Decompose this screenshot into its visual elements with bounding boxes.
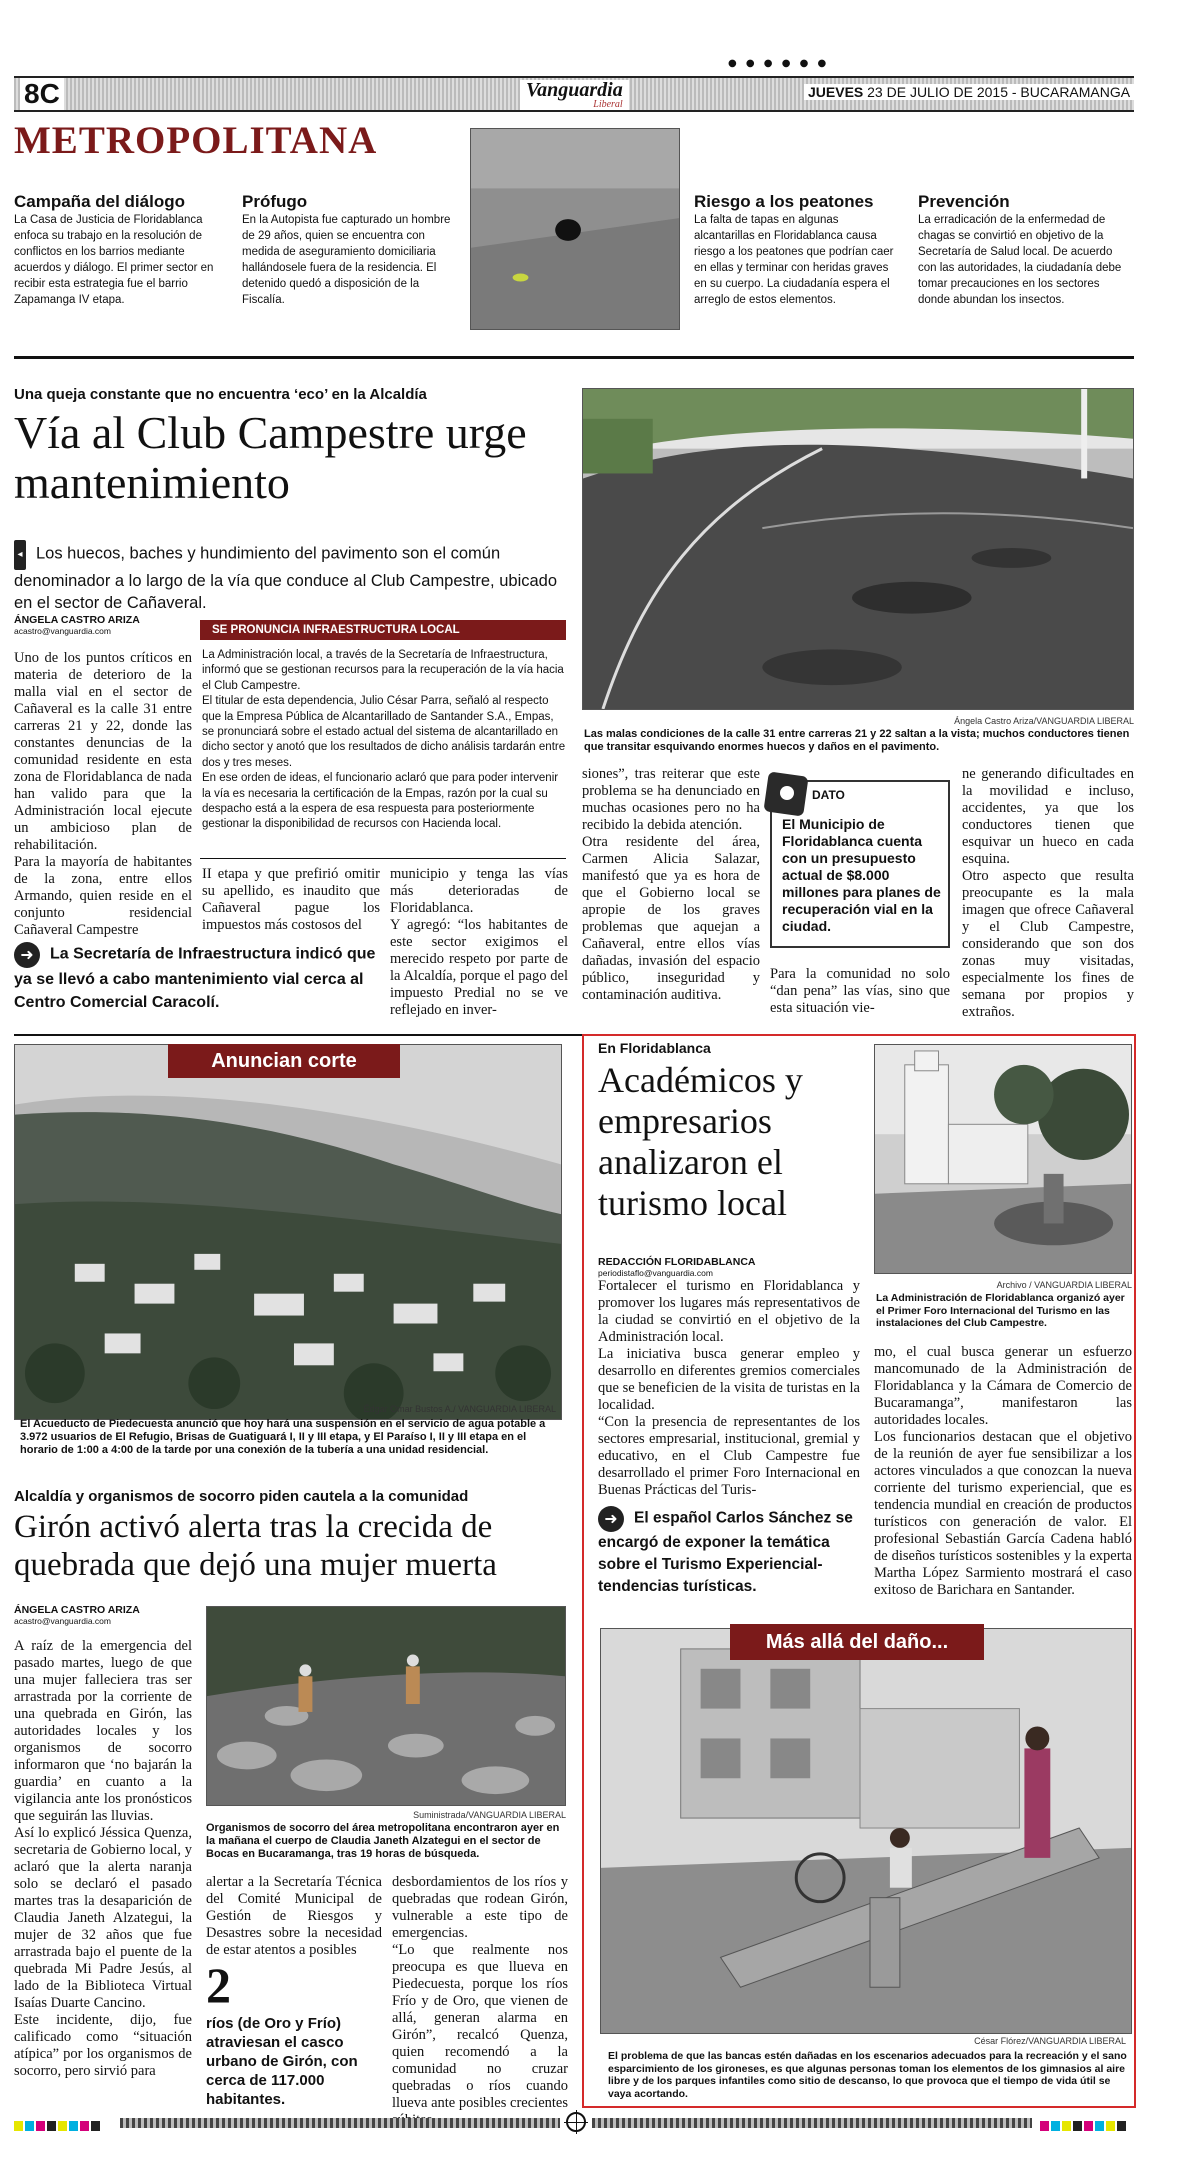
brief-riesgo: [694, 192, 894, 308]
brief-prevencion: [918, 192, 1133, 308]
article1-photo-credit: Ángela Castro Ariza/VANGUARDIA LIBERAL: [954, 716, 1134, 726]
article3-photo-plaza: [874, 1044, 1132, 1274]
article3-photo-caption: La Administración de Floridablanca organizó ayer el Primer Foro Internacional del Turismo en las instalaciones del Club Campestre.: [876, 1292, 1125, 1329]
article1-box-label: SE PRONUNCIA INFRAESTRUCTURA LOCAL: [200, 620, 566, 640]
article2-col2: alertar a la Secretaría Técnica del Comité Municipal de Gestión de Riesgos y Desastres sobre la necesidad de estar atentos a posibles: [206, 1874, 382, 1958]
article2-photo-caption: Organismos de socorro del área metropolitana encontraron ayer en la mañana el cuerpo de Claudia Janeth Alzategui en el sector de Bocas en Bucaramanga, tras 19 horas de búsqueda.: [206, 1822, 560, 1860]
article1-box-text: La Administración local, a través de la Secretaría de Infraestructura, informó que se gestionan recursos para la recuperación de la vía hacia el Club Campestre. El titular de esta dependencia, Julio César Parra, señaló al respecto que la Empresa Pública de Alcantarillado de Santander S.A., Empas, se pronunciará sobre el estado actual del sistema de alcantarillado en dicho sector y anotó que los resultados de dicho análisis tardarán entre dos y tres meses. En ese orden de ideas, el funcionario aclaró que para poder intervenir la vía es necesaria la certificación de la Empas, razón por la cual su despacho está a la espera de esa respuesta para posteriormente gestionar la disponibilidad de recursos con Hacienda local.: [202, 649, 566, 831]
byline-email: periodistaflo@vanguardia.com: [598, 1268, 713, 1278]
brief-text: La falta de tapas en algunas alcantarillas en Floridablanca causa riesgo a los peatones que podrían caer en ellas y terminar con heridas graves en su cuerpo. La ciudadanía espera el arreglo de estos elementos.: [694, 214, 894, 306]
article1-col5: Para la comunidad no solo “dan pena” las vías, sino que esta situación vie-: [770, 966, 950, 1016]
brief-title: Prevención: [918, 192, 1010, 211]
header-weekday: JUEVES: [808, 84, 864, 100]
article2-photo-rescue: [206, 1606, 566, 1806]
brief-text: En la Autopista fue capturado un hombre de 29 años, quien se encuentra con medida de aseguramiento domiciliaria hallándosele fuera de la residencia. El detenido quedó a disposición de la Fiscalía.: [242, 214, 451, 306]
brief-title: Prófugo: [242, 192, 308, 211]
article3-col2: mo, el cual busca generar un esfuerzo mancomunado de la Administración de Floridablanca y la Cámara de Comercio de Bucaramanga”, manifestaron las autoridades locales. Los funcionarios destacan que el objetivo de la reunión de ayer fue sensibilizar a los actores vinculados a que conozcan la nueva corriente del turismo experiencial, que es tendencia mundial en creación de productos turísticos con generación de valor. El profesional Sebastián García Cadena habló de diseños turísticos sostenibles y la experta Martha López Sarmiento mostrará el caso exitoso de Barichara en Santander.: [874, 1344, 1132, 1598]
anuncian-banner: Anuncian corte: [168, 1044, 400, 1078]
article2-big-number: 2: [206, 1957, 231, 2013]
dato-puzzle-knob: [780, 786, 794, 800]
mas-alla-photo-bench: [600, 1628, 1132, 2034]
article1-col6: ne generando dificultades en la movilidad e incluso, accidentes, ya que los conductores tienen que esquivar un hueco en cada esquina. Otro aspecto que resulta preocupante es la mala imagen que ofrece Cañaveral y el Club Campestre, considerando que son dos zonas muy visitadas, especialmente los fines de semana por propios y extraños.: [962, 766, 1134, 1020]
bullet-arrow-icon: ◂: [14, 540, 26, 570]
article3-photo-credit: Archivo / VANGUARDIA LIBERAL: [996, 1280, 1132, 1290]
print-color-strip-left: [14, 2118, 102, 2136]
byline-name: ÁNGELA CASTRO ARIZA: [14, 614, 140, 626]
anuncian-credit: Édgar Omar Bustos A./ VANGUARDIA LIBERAL: [363, 1404, 556, 1414]
article1-kicker: Una queja constante que no encuentra ‘eco’ en la Alcaldía: [14, 386, 427, 403]
header-date-text: 23 DE JULIO DE 2015 - BUCARAMANGA: [867, 84, 1131, 100]
mas-alla-banner: Más allá del daño...: [730, 1624, 984, 1660]
brief-text: La Casa de Justicia de Floridablanca enfoca su trabajo en la resolución de conflictos en los barrios mediante acuerdos y diálogo. El primer sector en recibir esta estrategia fue el barrio Zapamanga IV etapa.: [14, 214, 214, 306]
dato-box: [770, 780, 950, 948]
byline-name: ÁNGELA CASTRO ARIZA: [14, 1604, 140, 1616]
box-divider: [200, 858, 566, 859]
dato-text: El Municipio de Floridablanca cuenta con un presupuesto actual de $8.000 millones para planes de recuperación vial en la ciudad.: [782, 816, 941, 934]
article2-kicker: Alcaldía y organismos de socorro piden cautela a la comunidad: [14, 1488, 469, 1505]
print-gray-strip-right: [592, 2118, 1032, 2128]
brief-title: Campaña del diálogo: [14, 192, 185, 211]
article3-col1: Fortalecer el turismo en Floridablanca y promover los lugares más representativos de la ciudad se convirtió en el objetivo de la Administración local. La iniciativa busca generar empleo y desarrollo en diferentes gremios comerciales que se beneficien de la visita de turistas en la localidad. “Con la presencia de representantes de los sectores empresarial, institucional, gremial y educativo, en el Club Campestre fue desarrollado el primer Foro Internacional en Buenas Prácticas del Turis-: [598, 1278, 860, 1498]
article3-title: Académicos y empresarios analizaron el turismo local: [598, 1060, 803, 1223]
print-gray-strip-left: [120, 2118, 560, 2128]
section-divider: [14, 356, 1134, 359]
arrow-right-icon: ➜: [598, 1506, 624, 1532]
registration-crosshair-icon: [566, 2112, 586, 2132]
brief-photo-manhole: [470, 128, 680, 330]
brief-profugo: [242, 192, 457, 308]
masthead-sub: Liberal: [593, 99, 623, 110]
section-title: METROPOLITANA: [14, 119, 378, 162]
anuncian-photo-town: [14, 1044, 562, 1420]
byline-email: acastro@vanguardia.com: [14, 626, 111, 636]
pullquote-text: La Secretaría de Infraestructura indicó que ya se llevó a cabo mantenimiento vial cerca al Centro Comercial Caracolí.: [14, 945, 376, 1011]
article1-lead: [14, 540, 574, 614]
article3-byline: [598, 1256, 756, 1278]
article1-byline: [14, 614, 140, 636]
page-number: 8C: [20, 78, 64, 110]
article1-photo-caption: Las malas condiciones de la calle 31 entre carreras 21 y 22 saltan a la vista; muchos conductores tienen que transitar esquivando enormes huecos y daños en el pavimento.: [584, 728, 1130, 753]
anuncian-caption: El Acueducto de Piedecuesta anunció que hoy hará una suspensión en el servicio de agua potable a 3.972 usuarios de El Refugio, Brisas de Guatiguará I, II y III etapa, y El Paraíso I, II y III etapa en el horario de 1:00 a 4:00 de la tarde por una conexión de la tubería a una unidad residencial.: [20, 1418, 546, 1456]
dato-label: DATO: [812, 788, 845, 802]
print-color-strip-right: [1040, 2118, 1128, 2136]
byline-email: acastro@vanguardia.com: [14, 1616, 111, 1626]
article1-col2: II etapa y que prefirió omitir su apellido, es inaudito que Cañaveral pague los impuestos más costosos del: [202, 866, 380, 933]
article1-col3: municipio y tenga las vías más deterioradas de Floridablanca. Y agregó: “los habitantes de este sector exigimos el merecido respeto por parte de la Alcaldía, porque el pago del impuesto Predial no se ve reflejado en inver-: [390, 866, 568, 1018]
article2-byline: [14, 1604, 140, 1626]
article1-photo-road: [582, 388, 1134, 710]
article2-title: Girón activó alerta tras la crecida de quebrada que dejó una mujer muerta: [14, 1509, 497, 1583]
arrow-right-icon: ➜: [14, 942, 40, 968]
masthead-name: Vanguardia: [526, 79, 623, 101]
article1-col1: Uno de los puntos críticos en materia de deterioro de la malla vial en el sector de Cañaveral es la calle 31 entre carreras 21 y 22, donde las constantes denuncias de la comunidad residente en esta zona de Floridablanca de nada han valido para que la Administración local ejecute un ambicioso plan de rehabilitación. Para la mayoría de habitantes de la zona, entre ellos Armando, quien reside en el conjunto residencial Cañaveral Campestre: [14, 650, 192, 938]
article3-pullquote: [598, 1506, 860, 1598]
article2-col3: desbordamientos de los ríos y quebradas que rodean Girón, vulnerable a este tipo de emergencias. “Lo que realmente nos preocupa es que llueva en Piedecuesta, porque los ríos Frío y de Oro, que vienen de allá, generan alarma en Girón”, recalcó Quenza, quien recomendó a la comunidad no cruzar quebradas o ríos cuando llueva ante posibles crecientes: [392, 1874, 568, 2111]
article2-photo-credit: Suministrada/VANGUARDIA LIBERAL: [413, 1810, 566, 1820]
byline-name: REDACCIÓN FLORIDABLANCA: [598, 1256, 756, 1268]
article2-big-number-text: ríos (de Oro y Frío) atraviesan el casco urbano de Girón, con cerca de 117.000 habitantes.: [206, 2015, 358, 2108]
brief-text: La erradicación de la enfermedad de chagas se convirtió en objetivo de la Secretaría de Salud local. De acuerdo con las autoridades, la ciudadanía debe tomar precauciones en los sectores donde abundan los insectos.: [918, 214, 1122, 306]
article1-lead-text: Los huecos, baches y hundimiento del pavimento son el común denominador a lo largo de la vía que conduce al Club Campestre, ubicado en el sector de Cañaveral.: [14, 544, 558, 612]
article2-col1: A raíz de la emergencia del pasado martes, luego de que una mujer falleciera tras ser arrastrada por la corriente de una quebrada en Girón, las autoridades locales y los organismos de socorro informaron que ‘no bajarán la guardia’ en cuanto a la vigilancia ante los pronósticos que seguirán las lluvias. Así lo explicó Jéssica Quenza, secretaria de Gobierno local, y aclaró que la alerta naranja solo se declaró el pasado martes tras la desaparición de Claudia Janeth Alzategui, la mujer de 32 años que fue arrastrada bajo el puente de la quebrada Mi Padre Jesús, al lado de la Biblioteca Virtual Isaías Duarte Cancino. Este incidente, dijo, fue calificado como “situación atípica” por los organismos de socorro, pero sirvió para: [14, 1638, 192, 2079]
header-date: [804, 84, 1134, 100]
registration-dots: ● ● ● ● ● ●: [728, 58, 830, 69]
article1-col4: siones”, tras reiterar que este problema se ha denunciado en muchas ocasiones pero no ha recibido la debida atención. Otra residente del área, Carmen Alicia Salazar, manifestó que ya es hora de que el Gobierno local se apropie de los graves problemas que aquejan a Cañaveral, entre ellos vías dañadas, invasión del espacio público, inseguridad y contaminación auditiva.: [582, 766, 760, 1003]
pullquote-text: El español Carlos Sánchez se encargó de exponer la temática sobre el Turismo Experiencial-tendencias turísticas.: [598, 1509, 853, 1595]
mas-alla-credit: César Flórez/VANGUARDIA LIBERAL: [974, 2036, 1126, 2046]
article1-title: Vía al Club Campestre urge mantenimiento: [14, 407, 527, 508]
mas-alla-caption: El problema de que las bancas estén dañadas en los escenarios adecuados para la recreación y el sano esparcimiento de los gironeses, es que algunas personas toman los elementos de los gimnasios al aire libre y de los parques infantiles como sitio de descanso, lo que provoca que el tiempo de vida útil se vaya acortando.: [608, 2050, 1127, 2100]
masthead-logo: [520, 80, 629, 110]
article1-pullquote: [14, 942, 382, 1014]
brief-campana: [14, 192, 224, 308]
article3-kicker: En Floridablanca: [598, 1040, 711, 1056]
brief-title: Riesgo a los peatones: [694, 192, 874, 211]
